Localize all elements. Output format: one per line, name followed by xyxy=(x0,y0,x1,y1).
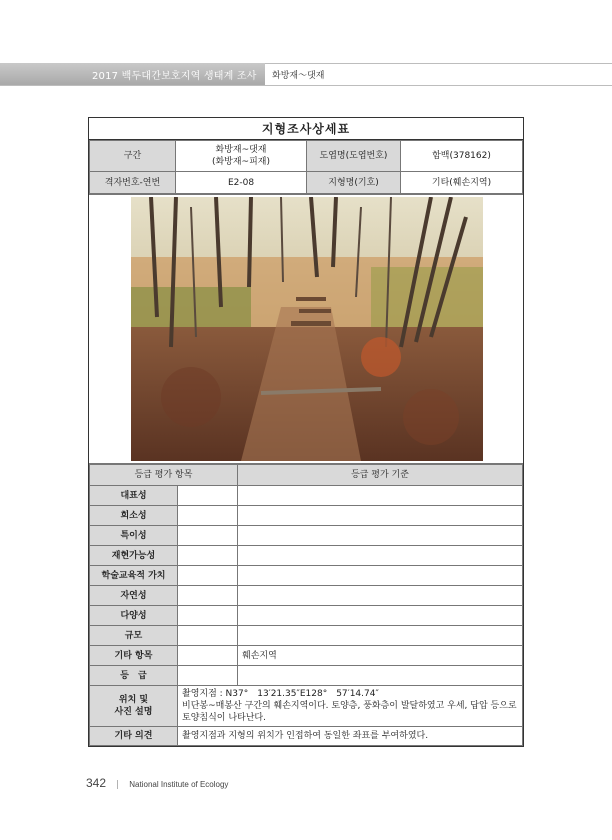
grade-item-score xyxy=(178,666,238,686)
grid-value: E2-08 xyxy=(176,172,307,194)
section-value xyxy=(176,141,307,172)
form-title: 지형조사상세표 xyxy=(89,118,523,140)
grade-item-criteria xyxy=(238,546,523,566)
grade-item-label: 규모 xyxy=(90,626,178,646)
grade-item-criteria xyxy=(238,526,523,546)
photo-cell xyxy=(89,194,523,464)
location-text-line1: 비단봉~매봉산 구간의 훼손지역이다. 토양층, 풍화층이 발달하였고 우세, 답압 등으로 xyxy=(182,701,517,711)
section-value-line1: 화방재~댓재 xyxy=(215,145,267,155)
misc-label: 기타 의견 xyxy=(90,727,178,746)
grade-row xyxy=(90,646,523,666)
location-coordinates: 촬영지점 : N37° 13′21.35″E128° 57′14.74″ xyxy=(182,689,379,699)
site-photo xyxy=(131,197,483,461)
header-rule xyxy=(0,85,612,86)
grade-item-criteria xyxy=(238,486,523,506)
map-label: 도엽명(도엽번호) xyxy=(307,141,401,172)
grade-item-criteria xyxy=(238,566,523,586)
grade-item-criteria xyxy=(238,626,523,646)
grade-row xyxy=(90,526,523,546)
grade-item-label: 등 급 xyxy=(90,666,178,686)
location-label xyxy=(90,686,178,727)
grade-item-label: 학술교육적 가치 xyxy=(90,566,178,586)
grade-header-row xyxy=(90,465,523,486)
grade-item-score xyxy=(178,646,238,666)
grade-row xyxy=(90,486,523,506)
survey-form xyxy=(88,117,524,747)
misc-value: 촬영지점과 지형의 위치가 인접하여 동일한 좌표를 부여하였다. xyxy=(178,727,523,746)
info-table xyxy=(89,140,523,194)
grade-item-label: 대표성 xyxy=(90,486,178,506)
grade-item-label: 기타 항목 xyxy=(90,646,178,666)
header-title: 2017 백두대간보호지역 생태계 조사 xyxy=(92,71,257,82)
grade-row xyxy=(90,546,523,566)
grade-item-score xyxy=(178,506,238,526)
landform-value: 기타(훼손지역) xyxy=(401,172,523,194)
grade-item-criteria xyxy=(238,666,523,686)
institute-name: National Institute of Ecology xyxy=(129,780,229,789)
grade-item-score xyxy=(178,586,238,606)
grade-item-label: 희소성 xyxy=(90,506,178,526)
misc-row xyxy=(90,727,523,746)
map-value: 함백(378162) xyxy=(401,141,523,172)
grade-row xyxy=(90,666,523,686)
grade-item-criteria xyxy=(238,606,523,626)
header-subtitle: 화방재～댓재 xyxy=(272,71,325,81)
grade-row xyxy=(90,626,523,646)
section-row xyxy=(90,141,523,172)
grade-item-label: 다양성 xyxy=(90,606,178,626)
grade-item-criteria: 훼손지역 xyxy=(238,646,523,666)
grade-row xyxy=(90,506,523,526)
landform-label: 지형명(기호) xyxy=(307,172,401,194)
page-number: 342 xyxy=(86,776,107,790)
grade-item-header: 등급 평가 항목 xyxy=(90,465,238,486)
grade-table xyxy=(89,464,523,746)
grade-item-score xyxy=(178,486,238,506)
page-footer xyxy=(86,772,228,791)
grid-label: 격자번호-연번 xyxy=(90,172,176,194)
location-label-line1: 위치 및 xyxy=(118,695,149,705)
grade-item-criteria xyxy=(238,506,523,526)
grade-row xyxy=(90,566,523,586)
grade-row xyxy=(90,586,523,606)
section-label: 구간 xyxy=(90,141,176,172)
footer-separator: | xyxy=(116,780,120,790)
grid-row xyxy=(90,172,523,194)
grade-item-label: 재현가능성 xyxy=(90,546,178,566)
section-value-line2: (화방재~피재) xyxy=(211,157,271,167)
grade-criteria-header: 등급 평가 기준 xyxy=(238,465,523,486)
location-row xyxy=(90,686,523,727)
grade-item-score xyxy=(178,566,238,586)
grade-item-score xyxy=(178,526,238,546)
grade-item-label: 자연성 xyxy=(90,586,178,606)
location-description xyxy=(178,686,523,727)
grade-item-criteria xyxy=(238,586,523,606)
grade-item-label: 특이성 xyxy=(90,526,178,546)
header-divider xyxy=(265,63,612,64)
grade-item-score xyxy=(178,606,238,626)
header-title-bar xyxy=(0,63,265,85)
grade-item-score xyxy=(178,546,238,566)
running-header xyxy=(0,63,612,85)
grade-item-score xyxy=(178,626,238,646)
location-label-line2: 사진 설명 xyxy=(114,707,153,717)
location-text-line2: 토양침식이 나타난다. xyxy=(182,713,266,723)
grade-row xyxy=(90,606,523,626)
